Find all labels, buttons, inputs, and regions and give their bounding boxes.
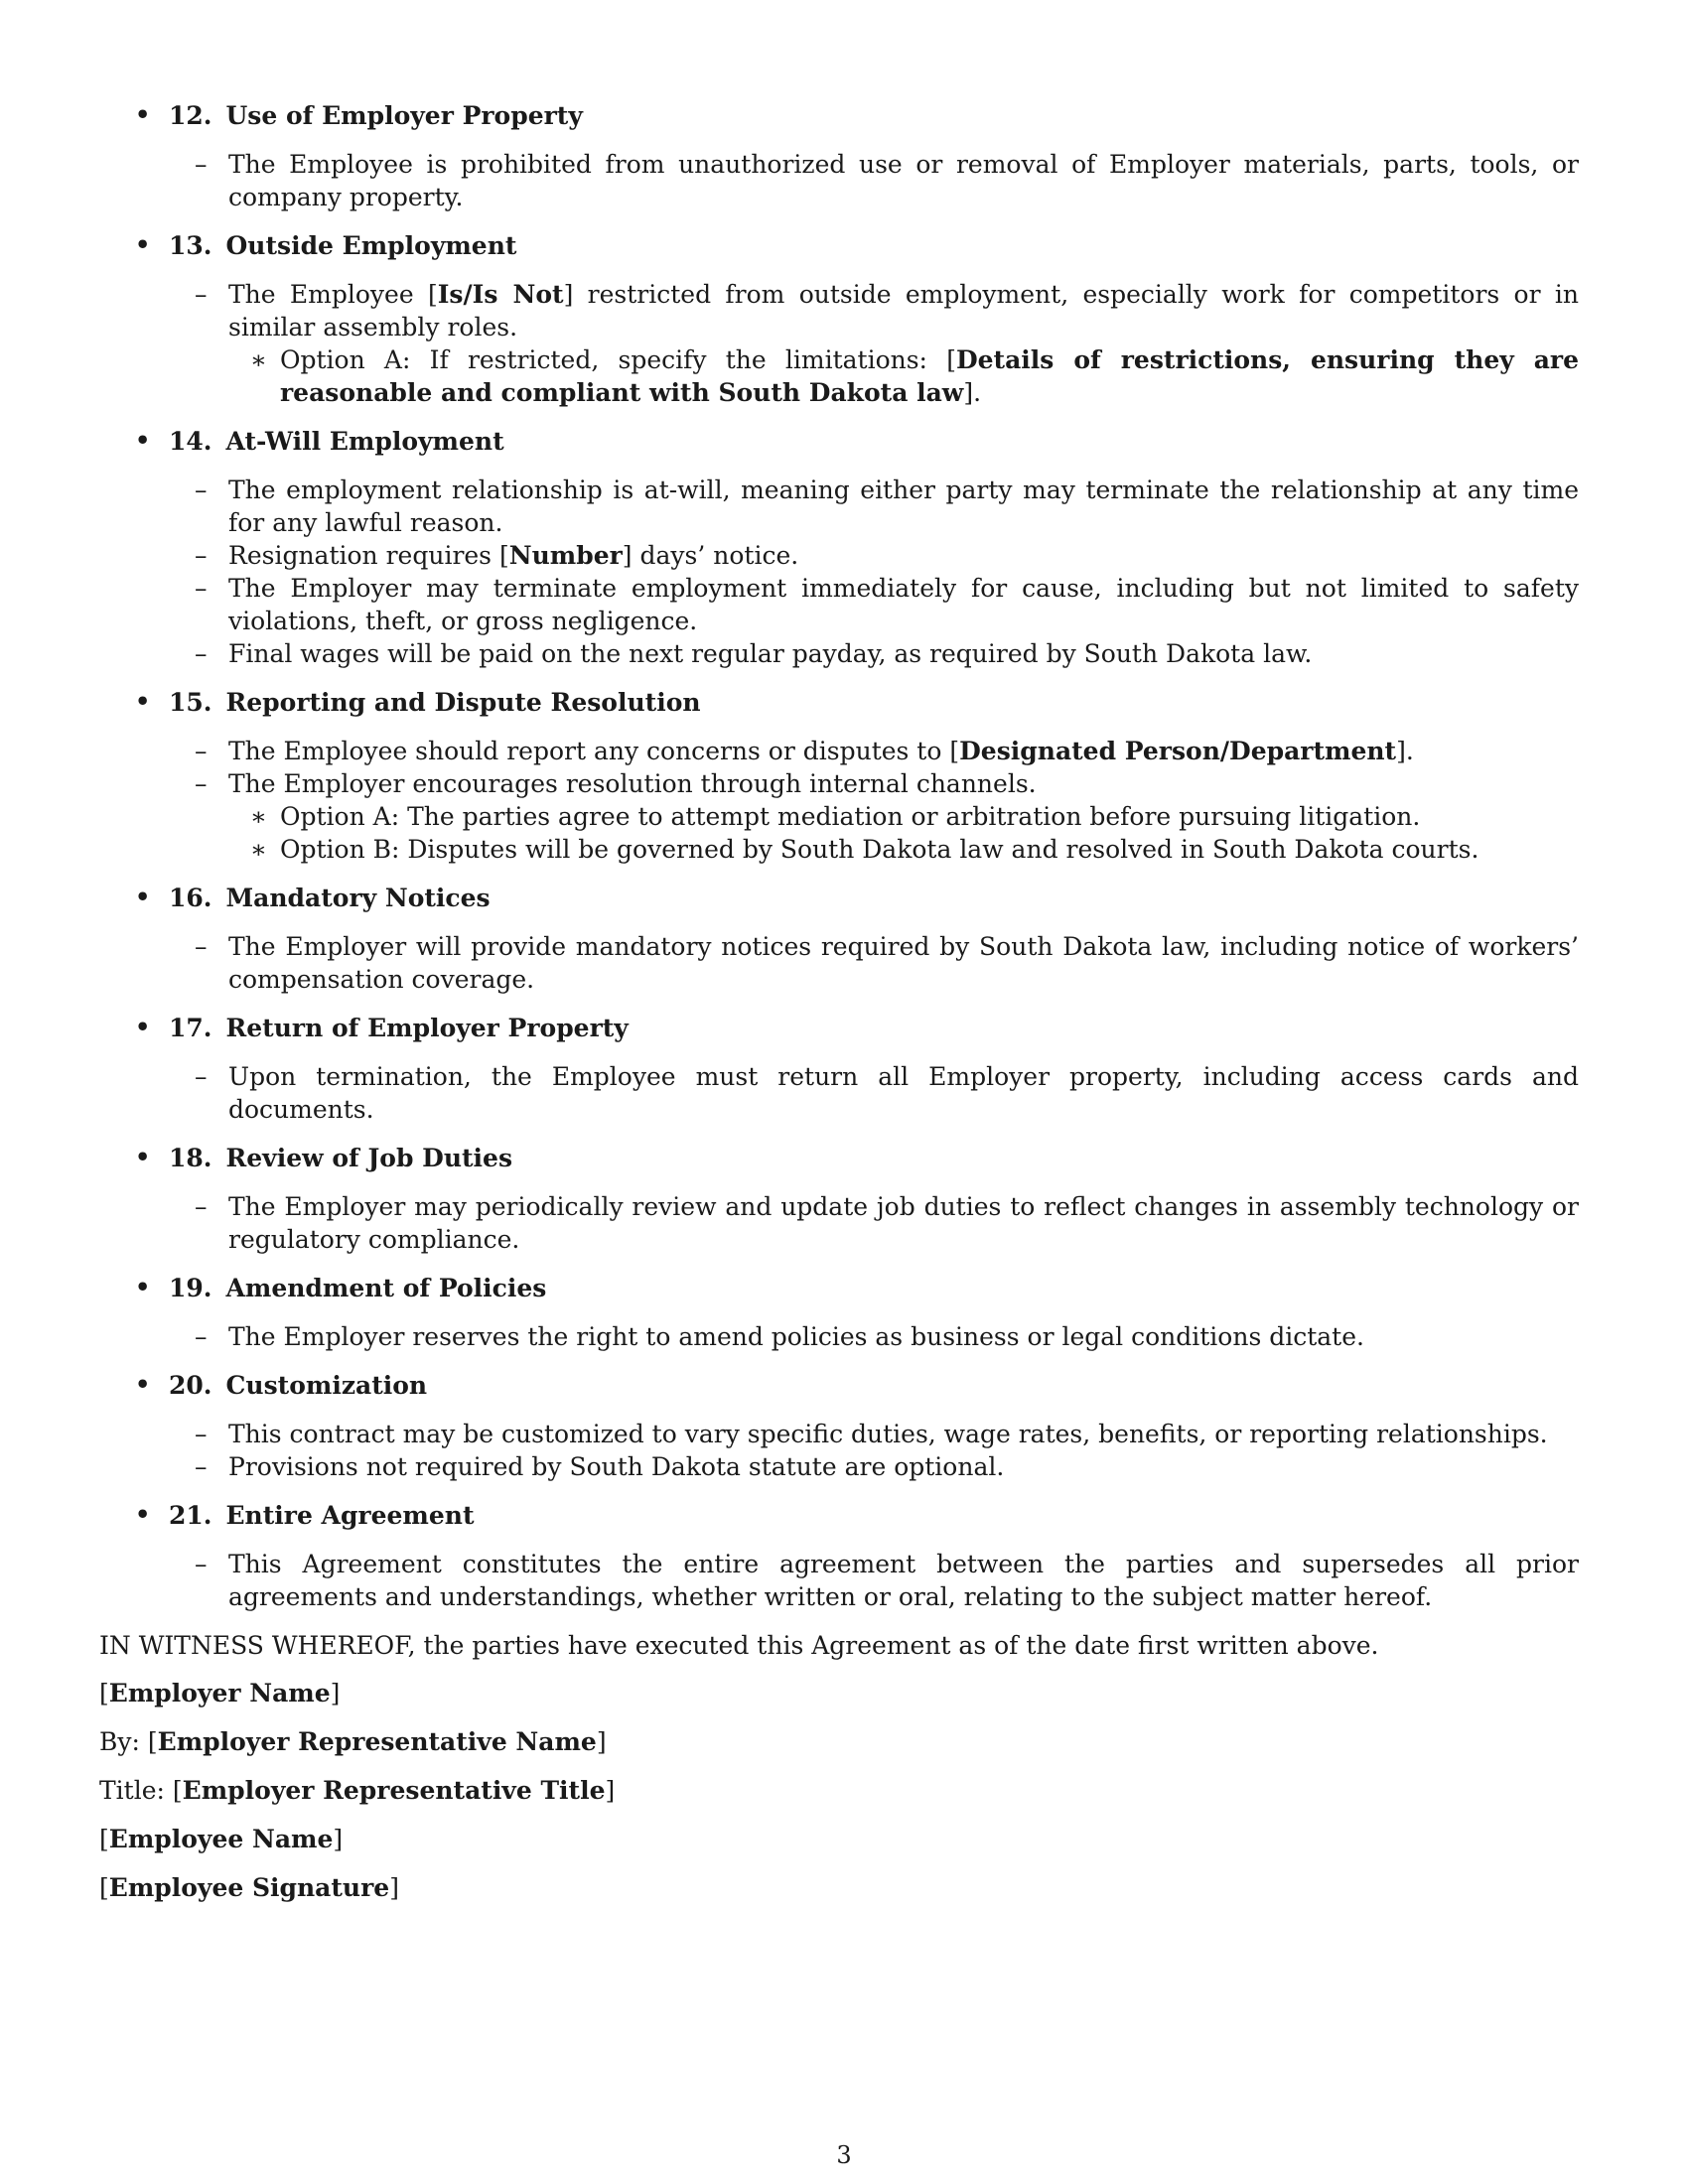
bullet-icon: •: [135, 1273, 151, 1301]
item-text-pre: Resignation requires: [228, 541, 499, 570]
dash-icon: –: [195, 1062, 208, 1091]
dash-icon: –: [195, 574, 208, 603]
list-item: [99, 1320, 1579, 1353]
item-text: The Employee is prohibited from unauthorized use or removal of Employer materials, parts, tools, or company property.: [228, 150, 1579, 211]
list-item: – Resignation requires [Number] days’ notice.: [195, 541, 799, 570]
list-item: [99, 767, 1579, 800]
section-20: [99, 1369, 1589, 1483]
item-text-pre: The Employee: [228, 280, 428, 309]
section-body: [99, 1190, 1589, 1256]
section-heading: [99, 1142, 1589, 1178]
section-title: Amendment of Policies: [225, 1274, 547, 1302]
witness-statement: IN WITNESS WHEREOF, the parties have executed this Agreement as of the date first written above.: [99, 1631, 1379, 1660]
section-15: [99, 686, 1589, 866]
bullet-icon: •: [135, 100, 151, 129]
list-item: [99, 930, 1579, 996]
dash-icon: –: [195, 1322, 208, 1351]
dash-icon: –: [195, 1452, 208, 1481]
item-text-post: days’ notice.: [632, 541, 799, 570]
item-text: The Employer reserves the right to amend policies as business or legal conditions dictate.: [228, 1322, 1364, 1351]
section-body: [99, 1320, 1589, 1353]
sub-list-item: [99, 800, 1579, 833]
item-text: The Employer may periodically review and update job duties to reflect changes in assembly technology or regulatory compliance.: [228, 1192, 1579, 1254]
title-label: Title:: [99, 1776, 173, 1805]
dash-icon: –: [195, 150, 208, 179]
section-number: 16.: [169, 884, 212, 912]
list-item: [99, 1060, 1579, 1126]
section-body: [99, 1548, 1589, 1613]
section-heading: [99, 425, 1589, 462]
employee-name-line: [Employee Name]: [99, 1825, 344, 1853]
document-content: [99, 99, 1589, 1906]
section-title: Review of Job Duties: [225, 1144, 513, 1172]
asterisk-icon: ∗: [250, 802, 267, 831]
section-number: 12.: [169, 101, 212, 130]
bullet-icon: •: [135, 687, 151, 716]
employer-representative-title-placeholder: Employer Representative Title: [182, 1776, 606, 1805]
section-number: 19.: [169, 1274, 212, 1302]
item-text-post: .: [1405, 737, 1414, 765]
item-text: This contract may be customized to vary specific duties, wage rates, benefits, or reporting relationships.: [228, 1420, 1548, 1448]
item-text-pre: The Employee should report any concerns or disputes to: [228, 737, 950, 765]
list-item: [99, 1190, 1579, 1256]
item-text: Option B: Disputes will be governed by South Dakota law and resolved in South Dakota courts.: [280, 835, 1479, 864]
list-item: – The Employee [Is/Is Not] restricted from outside employment, especially work for competitors or in similar assembly roles.: [195, 280, 1579, 341]
dash-icon: –: [195, 280, 208, 309]
list-item: [99, 637, 1579, 670]
item-text: The Employer encourages resolution through internal channels.: [228, 769, 1037, 798]
section-title: Entire Agreement: [225, 1501, 475, 1530]
section-title: Reporting and Dispute Resolution: [225, 688, 701, 717]
bullet-icon: •: [135, 1143, 151, 1171]
section-number: 14.: [169, 427, 212, 456]
dash-icon: –: [195, 639, 208, 668]
section-title: Customization: [225, 1371, 428, 1400]
section-body: [99, 1060, 1589, 1126]
item-text: Upon termination, the Employee must return all Employer property, including access cards and documents.: [228, 1062, 1579, 1124]
dash-icon: –: [195, 1550, 208, 1578]
section-body: [99, 930, 1589, 996]
item-text: The Employer may terminate employment immediately for cause, including but not limited to safety violations, theft, or gross negligence.: [228, 574, 1579, 635]
section-title: Mandatory Notices: [225, 884, 491, 912]
list-item: – The Employee should report any concerns or disputes to [Designated Person/Department].: [195, 737, 1414, 765]
section-title: Outside Employment: [225, 231, 517, 260]
section-body: [99, 1418, 1589, 1483]
section-number: 21.: [169, 1501, 212, 1530]
section-number: 18.: [169, 1144, 212, 1172]
section-list: [99, 99, 1589, 1613]
employer-name-placeholder: Employer Name: [108, 1679, 331, 1707]
section-title: Use of Employer Property: [225, 101, 583, 130]
section-number: 20.: [169, 1371, 212, 1400]
section-heading: [99, 99, 1589, 136]
item-text: Provisions not required by South Dakota statute are optional.: [228, 1452, 1005, 1481]
placeholder-field: Number: [508, 541, 623, 570]
dash-icon: –: [195, 1192, 208, 1221]
section-heading: [99, 686, 1589, 723]
dash-icon: –: [195, 769, 208, 798]
bullet-icon: •: [135, 1370, 151, 1399]
section-12: [99, 99, 1589, 213]
section-body: [99, 278, 1589, 409]
placeholder-field: Details of restrictions, ensuring they are reasonable and compliant with South Dakota law: [280, 345, 1580, 407]
section-number: 17.: [169, 1014, 212, 1042]
list-item: [99, 1548, 1579, 1613]
section-13: [99, 229, 1589, 409]
bullet-icon: •: [135, 1500, 151, 1529]
dash-icon: –: [195, 737, 208, 765]
employer-representative-name-placeholder: Employer Representative Name: [157, 1727, 597, 1756]
employer-representative-line: By: [Employer Representative Name]: [99, 1727, 607, 1756]
list-item: [99, 148, 1579, 213]
item-text: This Agreement constitutes the entire agreement between the parties and supersedes all prior agreements and understandings, whether written or oral, relating to the subject matter hereof.: [228, 1550, 1579, 1611]
section-heading: [99, 882, 1589, 918]
bullet-icon: •: [135, 230, 151, 259]
section-heading: [99, 1272, 1589, 1308]
item-text: Final wages will be paid on the next regular payday, as required by South Dakota law.: [228, 639, 1313, 668]
asterisk-icon: ∗: [250, 345, 267, 374]
section-number: 13.: [169, 231, 212, 260]
placeholder-field: Is/Is Not: [437, 280, 564, 309]
bullet-icon: •: [135, 426, 151, 455]
sub-list-item: [99, 833, 1579, 866]
by-label: By:: [99, 1727, 148, 1756]
section-17: [99, 1012, 1589, 1126]
item-text: Option A: The parties agree to attempt mediation or arbitration before pursuing litigation.: [280, 802, 1421, 831]
page-number: 3: [836, 2141, 852, 2169]
section-21: [99, 1499, 1589, 1613]
bullet-icon: •: [135, 883, 151, 911]
section-title: At-Will Employment: [225, 427, 504, 456]
dash-icon: –: [195, 541, 208, 570]
section-body: [99, 148, 1589, 213]
section-body: [99, 735, 1589, 866]
dash-icon: –: [195, 1420, 208, 1448]
section-heading: [99, 229, 1589, 266]
employer-representative-title-line: Title: [Employer Representative Title]: [99, 1776, 616, 1805]
bullet-icon: •: [135, 1013, 151, 1041]
item-text: The employment relationship is at-will, meaning either party may terminate the relationship at any time for any lawful reason.: [228, 476, 1579, 537]
dash-icon: –: [195, 476, 208, 504]
dash-icon: –: [195, 932, 208, 961]
section-title: Return of Employer Property: [225, 1014, 629, 1042]
list-item: [99, 474, 1579, 539]
section-body: [99, 474, 1589, 670]
employee-signature-placeholder: Employee Signature: [108, 1873, 390, 1902]
section-heading: [99, 1369, 1589, 1406]
section-number: 15.: [169, 688, 212, 717]
section-14: [99, 425, 1589, 670]
item-text: The Employer will provide mandatory notices required by South Dakota law, including notice of workers’ compensation coverage.: [228, 932, 1579, 994]
section-heading: [99, 1499, 1589, 1536]
item-text-pre: Option A: If restricted, specify the limitations:: [280, 345, 947, 374]
section-16: [99, 882, 1589, 996]
employee-name-placeholder: Employee Name: [108, 1825, 334, 1853]
section-18: [99, 1142, 1589, 1256]
list-item: [99, 572, 1579, 637]
section-19: [99, 1272, 1589, 1353]
item-text-post: restricted from outside employment, especially work for competitors or in similar assembly roles.: [228, 280, 1579, 341]
item-text-post: .: [973, 378, 982, 407]
employee-signature-line: [Employee Signature]: [99, 1873, 399, 1902]
list-item: [99, 1418, 1579, 1450]
section-heading: [99, 1012, 1589, 1048]
asterisk-icon: ∗: [250, 835, 267, 864]
sub-list-item: ∗ Option A: If restricted, specify the limitations: [Details of restrictions, ensuring they are reasonable and compliant with South Dakota law].: [250, 345, 1580, 407]
placeholder-field: Designated Person/Department: [959, 737, 1397, 765]
list-item: [99, 1450, 1579, 1483]
employer-name-line: [Employer Name]: [99, 1679, 341, 1707]
